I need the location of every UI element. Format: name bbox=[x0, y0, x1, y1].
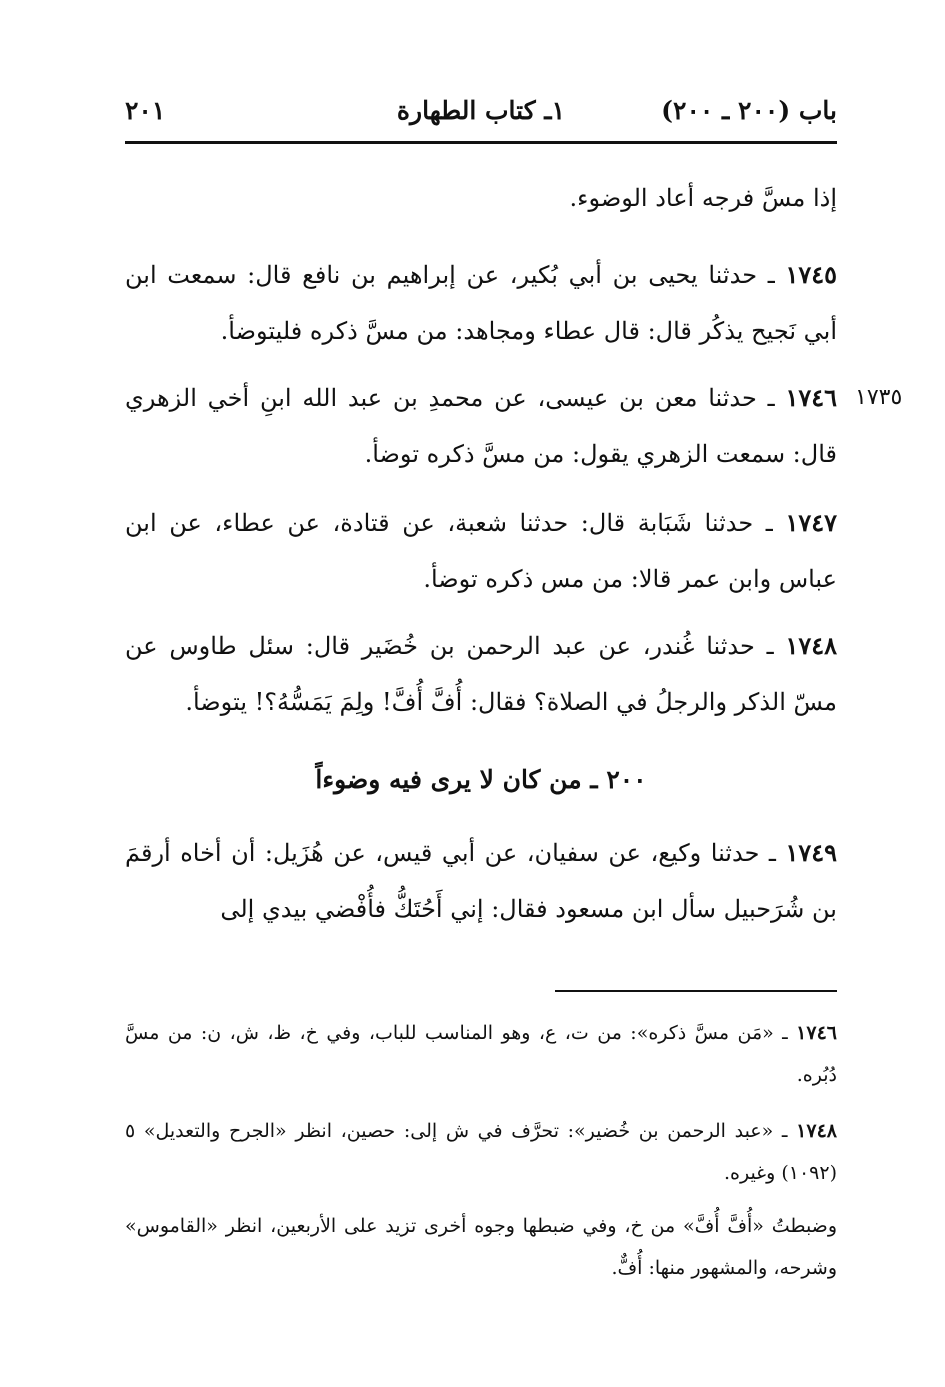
hadith-1745 bbox=[125, 247, 837, 359]
hadith-number: ١٧٤٦ bbox=[785, 383, 838, 412]
hadith-1747 bbox=[125, 495, 837, 607]
running-header bbox=[125, 96, 837, 136]
hadith-text: ـ حدثنا وكيع، عن سفيان، عن أبي قيس، عن هُزَيل: أن أخاه أرقمَ بن شُرَحبيل سأل ابن مسعود فقال: إني أَحُتَكُّ فأُفْضي بيدي إلى bbox=[125, 839, 837, 923]
page-number: ٢٠١ bbox=[125, 96, 166, 125]
footnote-rule bbox=[555, 990, 837, 992]
section-heading: ٢٠٠ ـ من كان لا يرى فيه وضوءاً bbox=[315, 765, 647, 794]
footnote-text: ـ «مَن مسَّ ذكره»: من ت، ع، وهو المناسب للباب، وفي خ، ظ، ش، ن: من مسَّ دُبُره. bbox=[125, 1022, 837, 1086]
chapter-range: باب (٢٠٠ ـ ٢٠٠) bbox=[661, 96, 837, 125]
footnote-number: ١٧٤٦ bbox=[796, 1022, 837, 1044]
hadith-1749 bbox=[125, 825, 837, 937]
footnote-1748 bbox=[125, 1110, 837, 1194]
hadith-number: ١٧٤٧ bbox=[785, 508, 837, 537]
hadith-text: ـ حدثنا غُندر، عن عبد الرحمن بن خُضَير قال: سئل طاوس عن مسّ الذكر والرجلُ في الصلاة؟ فقال: أُفَّ أُفَّ! ولِمَ يَمَسُّهُ؟! يتوضأ. bbox=[125, 632, 837, 716]
book-title: ١ـ كتاب الطهارة bbox=[396, 96, 566, 125]
hadith-1748 bbox=[125, 618, 837, 730]
paragraph-continuation bbox=[125, 170, 837, 226]
hadith-number: ١٧٤٩ bbox=[785, 838, 837, 867]
hadith-text: ـ حدثنا يحيى بن أبي بُكير، عن إبراهيم بن نافع قال: سمعت ابن أبي نَجيح يذكُر قال: قال عطاء ومجاهد: من مسَّ ذكره فليتوضأ. bbox=[125, 261, 837, 345]
hadith-1746 bbox=[125, 370, 837, 482]
footnote-continuation bbox=[125, 1205, 837, 1289]
hadith-text: ـ حدثنا شَبَابة قال: حدثنا شعبة، عن قتادة، عن عطاء، عن ابن عباس وابن عمر قالا: من مس ذكره توضأ. bbox=[125, 509, 837, 593]
paragraph-text: إذا مسَّ فرجه أعاد الوضوء. bbox=[569, 184, 837, 212]
hadith-text: ـ حدثنا معن بن عيسى، عن محمدِ بن عبد الله ابنِ أخي الزهري قال: سمعت الزهري يقول: من مسَّ ذكره توضأ. bbox=[125, 384, 837, 468]
footnote-number: ١٧٤٨ bbox=[796, 1120, 837, 1142]
hadith-number: ١٧٤٨ bbox=[785, 631, 837, 660]
footnote-1746 bbox=[125, 1012, 837, 1096]
margin-reference-number: ١٧٣٥ bbox=[855, 385, 903, 410]
footnote-text: ـ «عبد الرحمن بن خُضير»: تحرَّف في ش إلى: حصين، انظر «الجرح والتعديل» ٥ (١٠٩٢) وغيره. bbox=[125, 1120, 837, 1184]
header-rule bbox=[125, 141, 837, 144]
footnote-text: وضبطتُ «أُفَّ أُفَّ» من خ، وفي ضبطها وجوه أخرى تزيد على الأربعين، انظر «القاموس» وشرحه، والمشهور منها: أُفٌّ. bbox=[125, 1215, 837, 1279]
hadith-number: ١٧٤٥ bbox=[785, 260, 838, 289]
